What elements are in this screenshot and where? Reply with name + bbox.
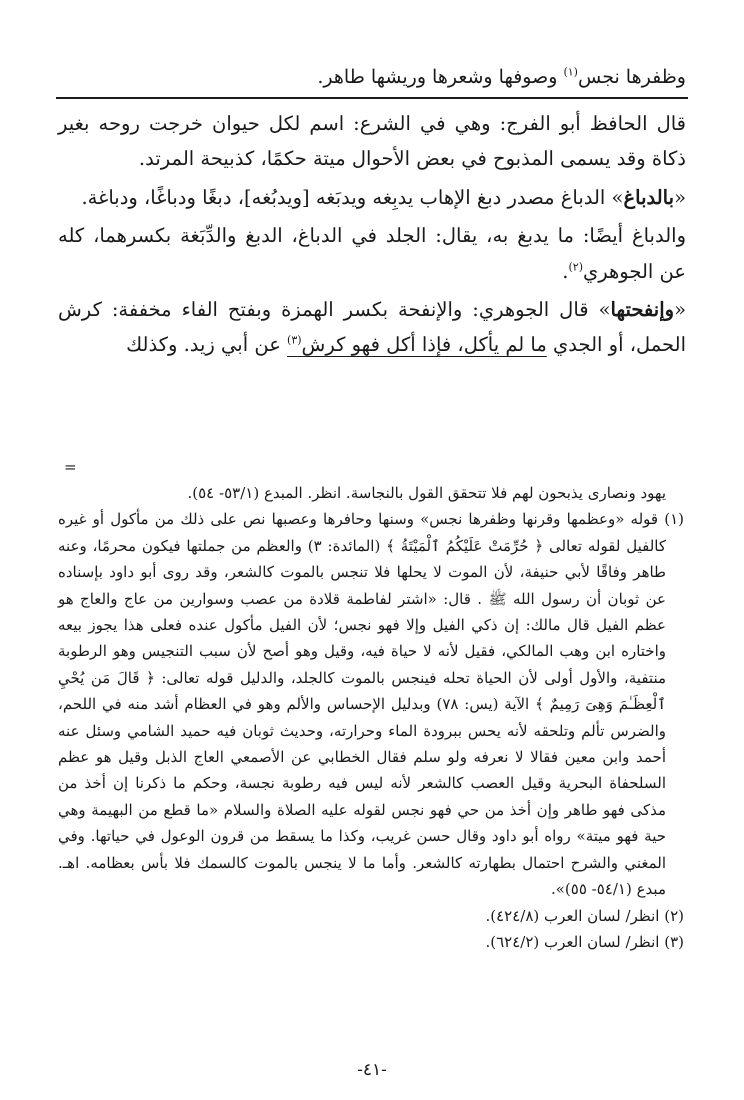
dibagh-text: الدباغ مصدر دبغ الإهاب يدبِغه ويدبَغه [ويدبُغه]، دبغًا ودباغًا، ودباغة. bbox=[81, 185, 606, 209]
open-quote: « bbox=[674, 298, 686, 322]
term-bildibagh: بالدباغ bbox=[623, 185, 675, 209]
footnotes-section bbox=[58, 480, 684, 955]
infaha-end: عن أبي زيد. وكذلك bbox=[126, 333, 288, 357]
header-text-before: وظفرها نجس bbox=[577, 66, 686, 88]
footnote-2: (٢) انظر/ لسان العرب (٤٢٤/٨). bbox=[485, 906, 684, 925]
running-continuation-line bbox=[58, 62, 686, 96]
footnote-3: (٣) انظر/ لسان العرب (٦٢٤/٢). bbox=[485, 932, 684, 951]
underlined-text: ما لم يأكل، فإذا أكل فهو كرش bbox=[301, 333, 547, 357]
header-text-after: وصوفها وشعرها وريشها طاهر. bbox=[317, 66, 564, 88]
paragraph-dibagh bbox=[58, 180, 686, 215]
close-quote: » bbox=[588, 298, 611, 322]
close-quote: » bbox=[605, 185, 624, 209]
footnote-ref-2: (٢) bbox=[568, 260, 583, 274]
main-text bbox=[58, 106, 686, 366]
term-infahatuha: وإنفحتها bbox=[610, 298, 675, 322]
footnote-ref-3: (٣) bbox=[287, 333, 302, 347]
page-number: -٤١- bbox=[357, 1060, 387, 1080]
header-divider bbox=[56, 97, 688, 99]
footnote-carryover: يهود ونصارى يذبحون لهم فلا تتحقق القول بالنجاسة. انظر. المبدع (٥٣/١- ٥٤). bbox=[187, 484, 666, 502]
underlined-phrase bbox=[287, 333, 547, 356]
infaha-text: قال الجوهري: والإنفحة بكسر الهمزة وبفتح الفاء مخففة: كرش الحمل، أو الجدي bbox=[58, 298, 686, 357]
paragraph-infaha bbox=[58, 292, 686, 363]
open-quote: « bbox=[674, 185, 686, 209]
footnote-1: (١) قوله «وعظمها وقرنها وظفرها نجس» وسنها وحافرها وعصبها نص على ذلك من مأكول أو غيره كالفيل لقوله تعالى ﴿ حُرِّمَتْ عَلَيْكُمُ ٱلْمَيْتَةُ ﴾ (المائدة: ٣) والعظم من جملتها فيكون محرمًا، وعنه طاهر وفاقًا لأبي حنيفة، لأن الموت لا يحلها فلا تنجس بالموت كالشعر، وقد روى أبو داود بإسناده عن ثوبان أن رسول الله ﷺ . قال: «اشتر لفاطمة قلادة من عصب وسوارين من عاج والعاج هو عظم الفيل قال مالك: إن ذكي الفيل وإلا فهو نجس؛ لأن الفيل مأكول عنده فعلى هذا يجوز بيعه واختاره ابن وهب المالكي، فقيل لأنه لا حياة فيه، وقيل وهو أصح لأن سبب التنجيس وهو الرطوبة منتفية، والأول أولى لأن الحياة تحله فينجس بالموت كالجلد، والدليل قوله تعالى: ﴿ قَالَ مَن يُحْيِ ٱلْعِظَـٰمَ وَهِىَ رَمِيمٌ ﴾ الآية (يس: ٧٨) وبدليل الإحساس والألم وهو في العظام أشد منه في اللحم، والضرس تألم وتلحقه لأنه يحس ببرودة الماء وحرارته، وحديث ثوبان فيه حميد الشامي وسئل عنه أحمد وابن معين فقالا لا نعرفه ولو سلم فقال الخطابي عن الأصمعي العاج الذبل وقيل هو عظم السلحفاة البحرية وقيل العصب كالشعر لأنه ليس فيه رطوبة نجسة، وحكم ما ذكرنا إن أخذ من مذكى فهو طاهر وإن أخذ من حي فهو نجس لقوله عليه الصلاة والسلام «ما قطع من البهيمة وهي حية فهو ميتة» رواه أبو داود وقال حسن غريب، وكذا ما يسقط من قرون الوعول في حياتها. وفي المغني والشرح احتمال بطهارته كالشعر. وأما ما لا ينجس بالموت كالسمك فلا بأس بعظامه. اهـ. مبدع (٥٤/١- ٥٥)». bbox=[58, 510, 684, 899]
paragraph-dibagh-also bbox=[58, 218, 686, 289]
footnote-ref-1: (١) bbox=[563, 65, 578, 79]
paragraph-definition: قال الحافظ أبو الفرج: وهي في الشرع: اسم لكل حيوان خرجت روحه بغير ذكاة وقد يسمى المذبوح في بعض الأحوال ميتة حكمًا، كذبيحة المرتد. bbox=[58, 112, 686, 171]
dibagh-also-end: . bbox=[562, 259, 569, 283]
footnote-continuation-mark: = bbox=[64, 458, 77, 476]
dibagh-also-text: والدباغ أيضًا: ما يدبغ به، يقال: الجلد في الدباغ، الدبغ والدِّبَغة بكسرهما، كله عن الجوهري bbox=[58, 224, 686, 283]
